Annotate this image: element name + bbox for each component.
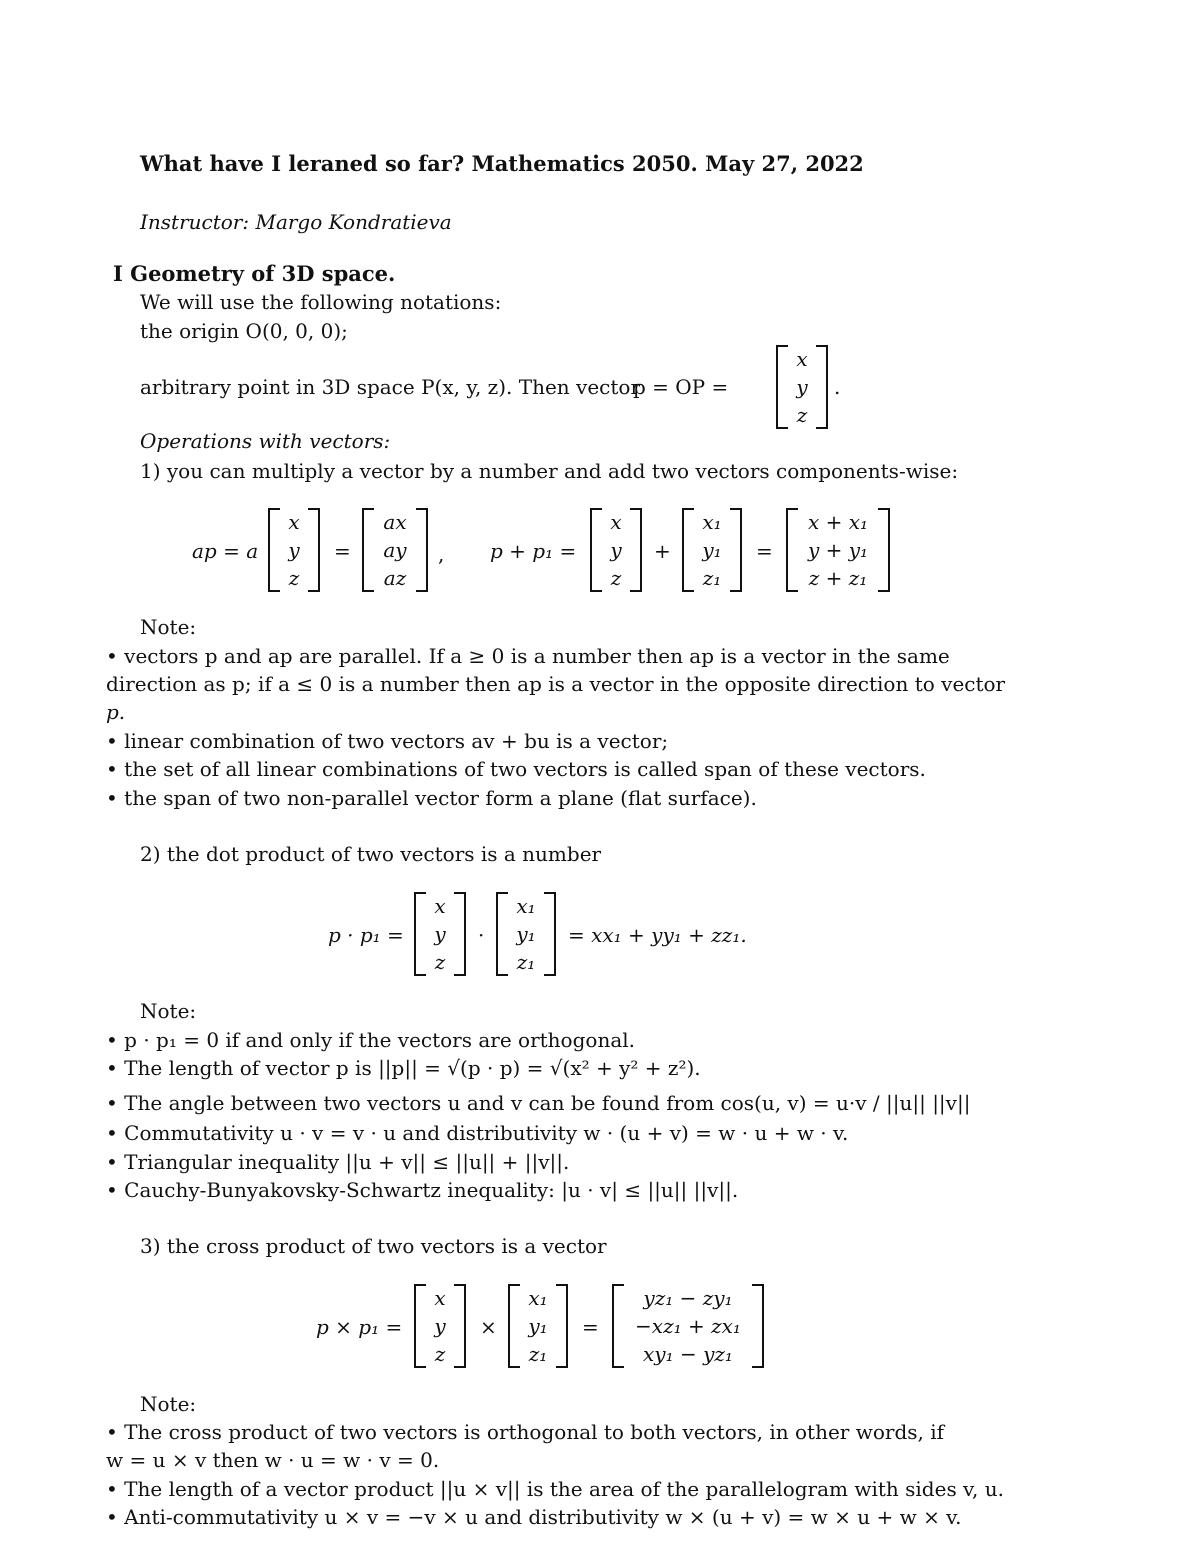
note-label: Note:	[140, 615, 197, 639]
matrix-cell: z₁	[516, 950, 536, 974]
vector-add-matrix-1	[590, 508, 642, 592]
operations-heading: Operations with vectors:	[140, 429, 391, 453]
scalar-mult-lhs: ap = a	[192, 539, 259, 563]
matrix-cell: z	[434, 950, 446, 974]
matrix-cell: x₁	[516, 894, 536, 918]
matrix-cell: z	[610, 566, 622, 590]
matrix-cell: ay	[383, 538, 407, 562]
vector-add-matrix-2	[682, 508, 742, 592]
dot-product-rhs: = xx₁ + yy₁ + zz₁.	[568, 923, 747, 947]
matrix-cell: y₁	[516, 922, 536, 946]
note-item: • vectors p and ap are parallel. If a ≥ 0 is a number then ap is a vector in the same	[106, 644, 950, 668]
matrix-cell: x	[434, 894, 446, 918]
dot-product-lhs: p · p₁ =	[328, 923, 404, 947]
comma: ,	[438, 542, 445, 566]
note-item: • the span of two non-parallel vector form a plane (flat surface).	[106, 786, 757, 810]
arbitrary-point-lhs: p = OP =	[633, 375, 729, 399]
op2-text: 2) the dot product of two vectors is a number	[140, 842, 602, 866]
arbitrary-point-text: arbitrary point in 3D space P(x, y, z). Then vector	[140, 375, 641, 399]
times-operator: ×	[480, 1315, 497, 1339]
op3-text: 3) the cross product of two vectors is a vector	[140, 1234, 607, 1258]
matrix-cell: y	[434, 922, 446, 946]
matrix-cell: z	[796, 403, 808, 427]
section-heading: I Geometry of 3D space.	[113, 261, 396, 286]
note-item: • Triangular inequality ||u + v|| ≤ ||u|| + ||v||.	[106, 1150, 570, 1174]
matrix-cell: y	[796, 375, 808, 399]
period: .	[834, 375, 841, 399]
dot-product-matrix-1	[414, 892, 466, 976]
scalar-mult-matrix-1	[268, 508, 320, 592]
note-item: p.	[106, 700, 126, 724]
position-vector-matrix	[776, 345, 828, 429]
note-item: • The angle between two vectors u and v can be found from cos(u, v) = u·v / ||u|| ||v||	[106, 1091, 971, 1115]
origin-line: the origin O(0, 0, 0);	[140, 319, 348, 343]
note-item: • Cauchy-Bunyakovsky-Schwartz inequality: |u · v| ≤ ||u|| ||v||.	[106, 1178, 739, 1202]
op1-text: 1) you can multiply a vector by a number and add two vectors components-wise:	[140, 459, 959, 483]
matrix-cell: x₁	[702, 510, 722, 534]
note-item: • p · p₁ = 0 if and only if the vectors are orthogonal.	[106, 1028, 636, 1052]
matrix-cell: x	[288, 510, 300, 534]
matrix-cell: z₁	[702, 566, 722, 590]
matrix-cell: x₁	[528, 1286, 548, 1310]
matrix-cell: y₁	[702, 538, 722, 562]
matrix-cell: yz₁ − zy₁	[643, 1286, 733, 1310]
matrix-cell: y	[434, 1314, 446, 1338]
equals-sign: =	[334, 539, 351, 563]
matrix-cell: z₁	[528, 1342, 548, 1366]
matrix-cell: y	[288, 538, 300, 562]
page-title: What have I leraned so far? Mathematics 2050. May 27, 2022	[140, 151, 864, 176]
note-item: • The length of a vector product ||u × v|| is the area of the parallelogram with sides v, u.	[106, 1477, 1004, 1501]
cross-product-matrix-1	[414, 1284, 466, 1368]
instructor-line: Instructor: Margo Kondratieva	[140, 210, 452, 234]
plus-sign: +	[654, 539, 671, 563]
note-label: Note:	[140, 1392, 197, 1416]
note-item: • Anti-commutativity u × v = −v × u and distributivity w × (u + v) = w × u + w × v.	[106, 1505, 962, 1529]
vector-add-matrix-3	[786, 508, 890, 592]
cross-product-matrix-2	[508, 1284, 568, 1368]
matrix-cell: −xz₁ + zx₁	[635, 1314, 741, 1338]
matrix-cell: az	[383, 566, 407, 590]
matrix-cell: z	[434, 1342, 446, 1366]
matrix-cell: x	[610, 510, 622, 534]
matrix-cell: xy₁ − yz₁	[643, 1342, 733, 1366]
matrix-cell: x + x₁	[807, 510, 869, 534]
matrix-cell: x	[796, 347, 808, 371]
note-item: w = u × v then w · u = w · v = 0.	[106, 1448, 440, 1472]
matrix-cell: z + z₁	[808, 566, 868, 590]
matrix-cell: y₁	[528, 1314, 548, 1338]
cross-product-matrix-3	[612, 1284, 764, 1368]
matrix-cell: ax	[383, 510, 407, 534]
note-item: • The cross product of two vectors is orthogonal to both vectors, in other words, if	[106, 1420, 945, 1444]
notation-intro: We will use the following notations:	[140, 290, 502, 314]
note-item: • The length of vector p is ||p|| = √(p · p) = √(x² + y² + z²).	[106, 1056, 701, 1080]
matrix-cell: x	[434, 1286, 446, 1310]
matrix-cell: y	[610, 538, 622, 562]
dot-product-matrix-2	[496, 892, 556, 976]
note-label: Note:	[140, 999, 197, 1023]
dot-operator: ·	[478, 923, 485, 947]
equals-sign: =	[582, 1315, 599, 1339]
equals-sign: =	[756, 539, 773, 563]
matrix-cell: y + y₁	[807, 538, 869, 562]
note-item: • Commutativity u · v = v · u and distributivity w · (u + v) = w · u + w · v.	[106, 1121, 849, 1145]
note-item: direction as p; if a ≤ 0 is a number then ap is a vector in the opposite direction to vector	[106, 672, 1006, 696]
note-item: • the set of all linear combinations of two vectors is called span of these vectors.	[106, 757, 926, 781]
cross-product-lhs: p × p₁ =	[316, 1315, 403, 1339]
note-item: • linear combination of two vectors av + bu is a vector;	[106, 729, 669, 753]
matrix-cell: z	[288, 566, 300, 590]
scalar-mult-matrix-2	[362, 508, 428, 592]
vector-add-lhs: p + p₁ =	[490, 539, 577, 563]
